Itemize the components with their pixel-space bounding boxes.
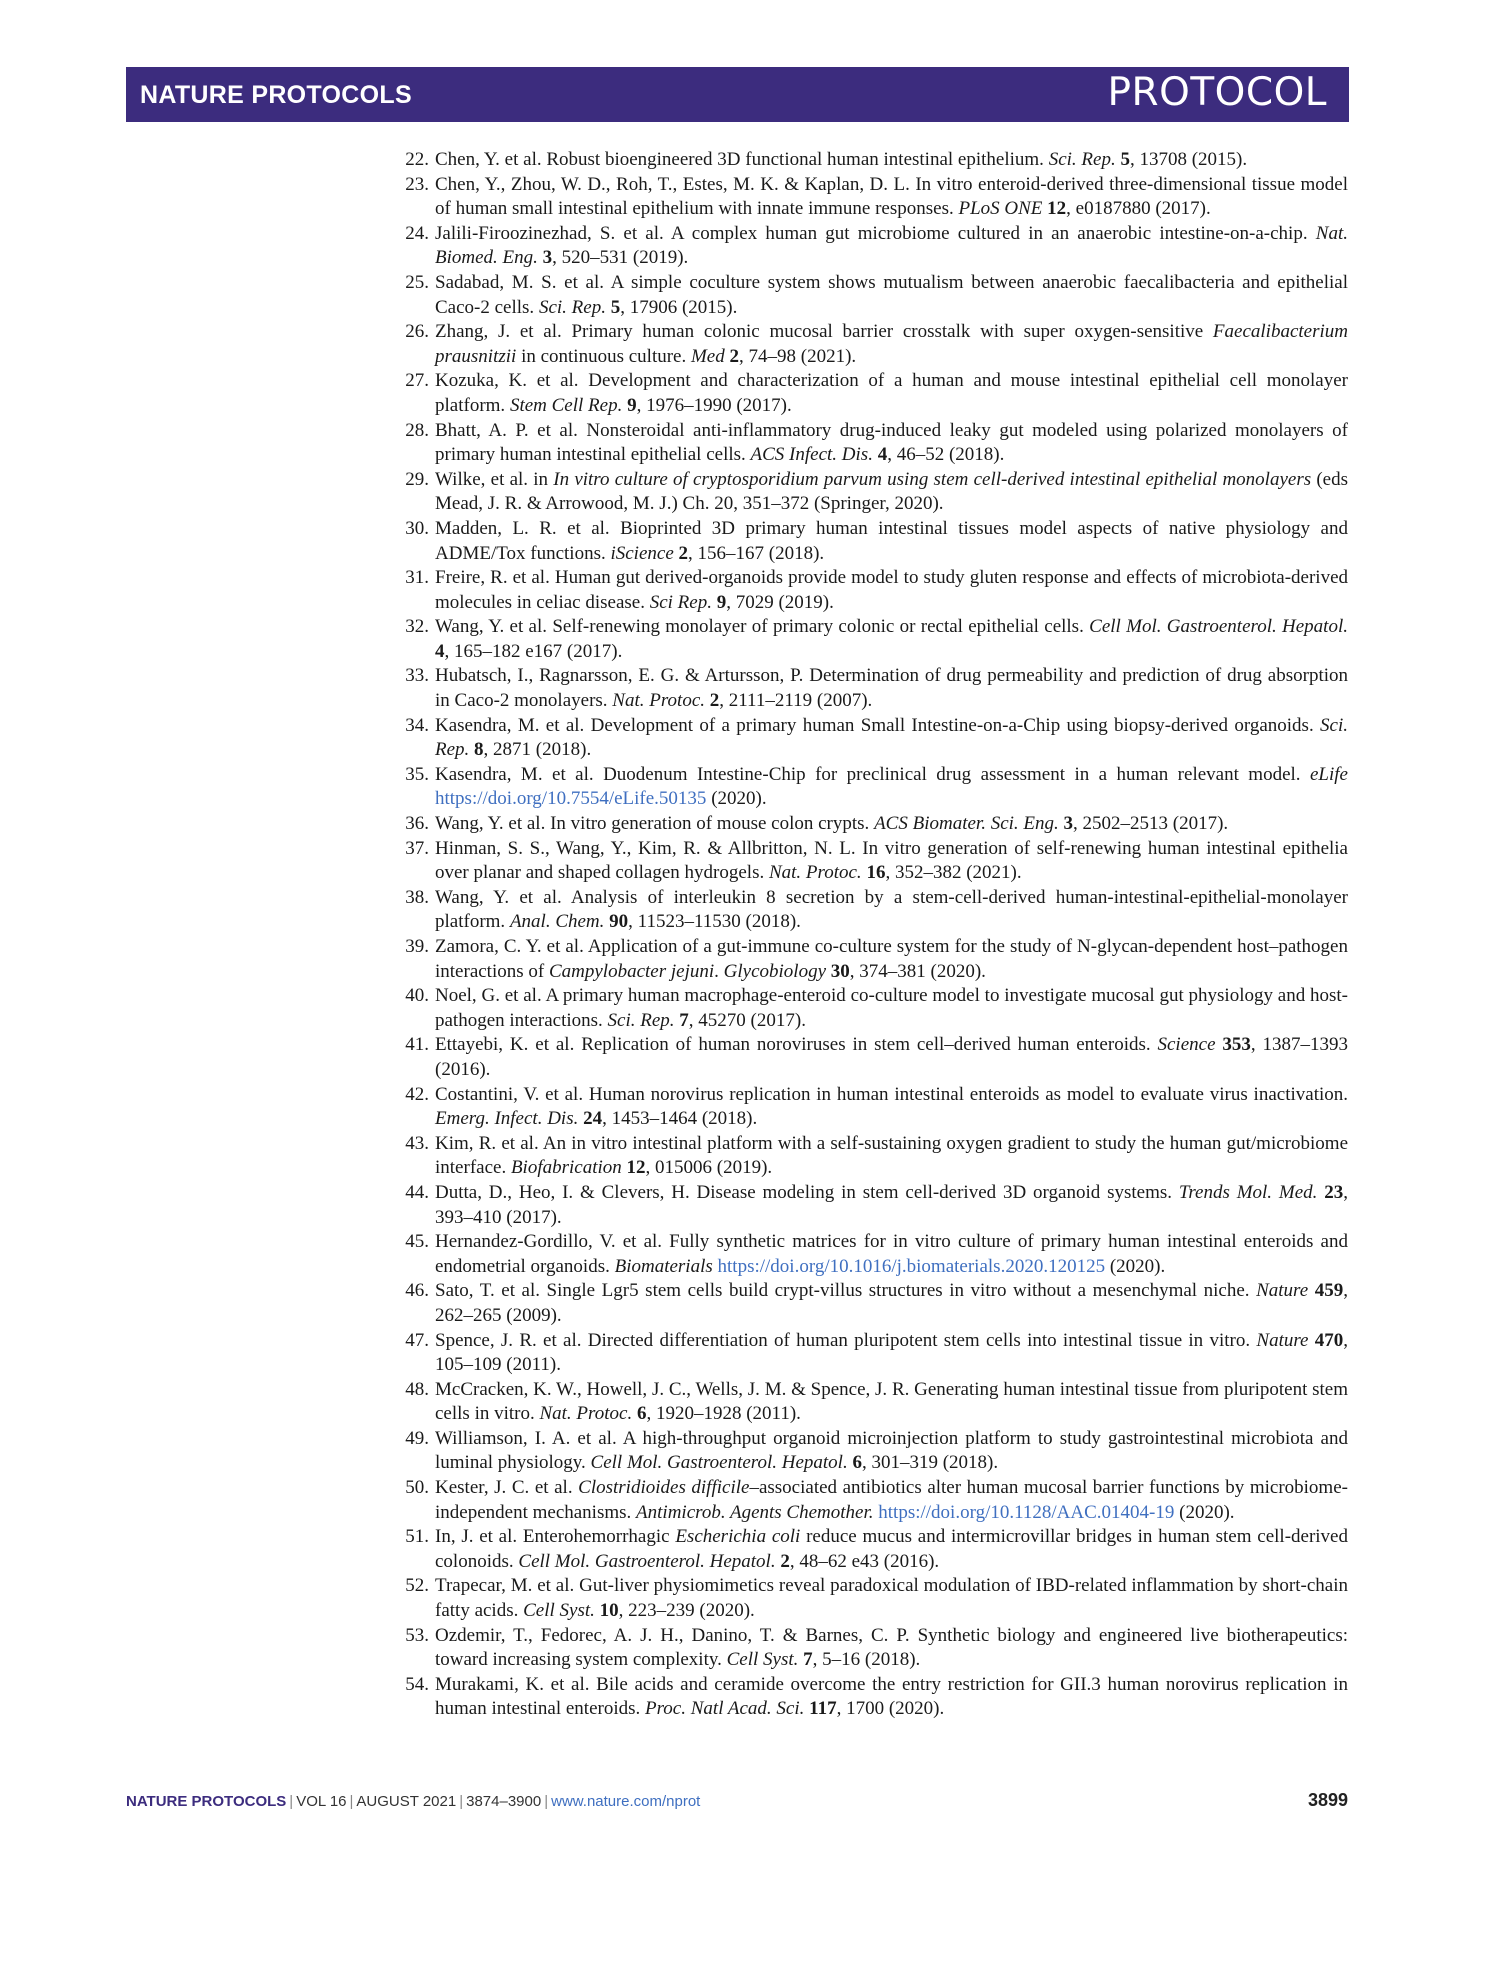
reference-segment: Kester, J. C. et al. [435,1477,579,1499]
reference-segment: , 156–167 (2018). [688,542,825,564]
reference-text [435,764,1348,810]
reference-item [395,984,1348,1033]
reference-item [395,271,1348,320]
reference-segment: Madden, L. R. et al. Bioprinted 3D primary human intestinal tissues model aspects of native physiology and ADME/Tox functions. [435,517,1348,564]
reference-number: 35. [405,763,429,785]
reference-text [435,420,1348,466]
reference-number: 52. [405,1575,429,1597]
reference-segment: , 2871 (2018). [483,739,592,761]
reference-segment: , 262–265 (2009). [435,1280,1349,1326]
footer-pages: 3874–3900 [466,1793,542,1810]
reference-list [395,148,1348,1722]
reference-text [435,1625,1348,1671]
reference-number: 31. [405,567,429,589]
reference-number: 53. [405,1624,429,1646]
reference-italic: Sci. Rep. [607,1009,675,1031]
reference-text [435,1133,1348,1179]
reference-item [395,1673,1348,1722]
reference-italic: Nat. Protoc. [612,690,706,712]
reference-text [435,469,1348,515]
reference-item [395,1083,1348,1132]
reference-text [435,149,1247,170]
reference-segment: Hinman, S. S., Wang, Y., Kim, R. & Allbritton, N. L. In vitro generation of self-renewing human intestinal epithelia over planar and shaped collagen hydrogels. [435,837,1348,884]
reference-item [395,763,1348,812]
reference-segment: Freire, R. et al. Human gut derived-organoids provide model to study gluten response and effects of microbiota-derived molecules in celiac disease. [435,567,1348,613]
reference-italic: Stem Cell Rep. [509,394,623,416]
reference-volume: 24 [583,1108,603,1130]
reference-segment: Chen, Y., Zhou, W. D., Roh, T., Estes, M. K. & Kaplan, D. L. In vitro enteroid-derived three-dimensional tissue model of human small intestinal epithelium with innate immune responses. [435,173,1348,220]
reference-italic: Nat. Protoc. [768,862,862,884]
reference-italic: ACS Infect. Dis. [750,444,873,466]
reference-segment: Sadabad, M. S. et al. A simple coculture system shows mutualism between anaerobic faecalibacteria and epithelial Caco-2 cells. [435,271,1348,318]
reference-segment: Wang, Y. et al. Self-renewing monolayer of primary colonic or rectal epithelial cells. [435,616,1090,638]
reference-text [435,985,1348,1031]
reference-item [395,173,1348,222]
reference-italic: Trends Mol. Med. [1178,1181,1318,1203]
reference-segment: , 7029 (2019). [726,591,834,613]
reference-volume: 12 [626,1157,646,1179]
reference-volume: 2 [729,345,739,367]
reference-text [435,518,1348,564]
reference-italic: Faecalibacterium prausnitzii [435,321,1348,367]
reference-text [435,1182,1348,1228]
reference-italic: Sci. Rep. [435,714,1348,761]
reference-segment: , 520–531 (2019). [552,247,689,269]
reference-number: 49. [405,1427,429,1449]
reference-segment: Jalili-Firoozinezhad, S. et al. A complex human gut microbiome cultured in an anaerobic intestine-on-a-chip. [435,222,1316,244]
footer-volume: VOL 16 [296,1793,347,1810]
reference-item [395,320,1348,369]
reference-item [395,886,1348,935]
reference-number: 28. [405,419,429,441]
reference-text [435,715,1348,761]
reference-text [435,1231,1348,1277]
reference-number: 42. [405,1083,429,1105]
reference-number: 25. [405,271,429,293]
reference-italic: Biomaterials [614,1255,713,1277]
reference-segment: Wilke, et al. in [435,468,554,490]
reference-segment: , 223–239 (2020). [618,1600,755,1622]
reference-segment: Costantini, V. et al. Human norovirus replication in human intestinal enteroids as model to evaluate virus inactivation. [435,1083,1348,1105]
reference-italic: PLoS ONE [958,198,1043,220]
reference-number: 47. [405,1329,429,1351]
reference-italic: Science [1157,1034,1216,1056]
reference-segment: , 13708 (2015). [1129,149,1248,170]
reference-italic: In vitro culture of cryptosporidium parvum using stem cell-derived intestinal epithelial monolayers [553,468,1312,490]
reference-volume: 16 [866,862,886,884]
reference-italic: Med [690,345,725,367]
reference-number: 51. [405,1526,429,1548]
reference-text [435,1428,1348,1474]
doi-link[interactable]: https://doi.org/10.7554/eLife.50135 [435,788,707,810]
reference-number: 43. [405,1132,429,1154]
reference-text [435,567,1348,613]
reference-segment: Ettayebi, K. et al. Replication of human noroviruses in stem cell–derived human enteroids. [435,1034,1158,1056]
reference-volume: 30 [830,960,850,982]
journal-name: NATURE PROTOCOLS [140,81,412,109]
reference-text [435,616,1348,662]
journal-header-bar [126,67,1349,122]
reference-segment: Spence, J. R. et al. Directed differentiation of human pluripotent stem cells into intestinal tissue in vitro. [435,1329,1257,1351]
reference-segment: Williamson, I. A. et al. A high-throughput organoid microinjection platform to study gastrointestinal microbiota and luminal physiology. [435,1427,1348,1474]
reference-segment: Kasendra, M. et al. Duodenum Intestine-Chip for preclinical drug assessment in a human relevant model. [435,763,1310,785]
reference-italic: Sci Rep. [649,591,712,613]
reference-text [435,174,1348,220]
reference-text [435,1084,1348,1130]
reference-segment: , 015006 (2019). [645,1157,773,1179]
reference-item [395,714,1348,763]
reference-item [395,935,1348,984]
reference-segment: (eds Mead, J. R. & Arrowood, M. J.) Ch. 20, 351–372 (Springer, 2020). [435,468,1349,515]
reference-italic: Nature [1256,1280,1309,1302]
reference-text [435,370,1348,416]
reference-segment: . [714,960,724,982]
reference-item [395,1427,1348,1476]
reference-number: 41. [405,1034,429,1056]
reference-text [435,1526,1348,1572]
reference-segment: , 1976–1990 (2017). [636,394,792,416]
reference-segment: , 48–62 e43 (2016). [789,1550,940,1572]
reference-segment: , 393–410 (2017). [435,1181,1348,1228]
reference-number: 40. [405,985,429,1007]
reference-item [395,369,1348,418]
reference-number: 27. [405,370,429,392]
reference-item [395,148,1348,173]
reference-segment: McCracken, K. W., Howell, J. C., Wells, J. M. & Spence, J. R. Generating human intestinal tissue from pluripotent stem cells in vitro. [435,1378,1348,1425]
doi-link[interactable]: https://doi.org/10.1016/j.biomaterials.2020.120125 [717,1255,1106,1277]
reference-segment: , 1920–1928 (2011). [646,1403,801,1425]
reference-segment: Sato, T. et al. Single Lgr5 stem cells build crypt-villus structures in vitro without a mesenchymal niche. [435,1280,1257,1302]
reference-volume: 353 [1222,1034,1251,1056]
reference-segment: Trapecar, M. et al. Gut-liver physiomimetics reveal paradoxical modulation of IBD-related inflammation by short-chain fatty acids. [435,1575,1348,1622]
reference-segment: Hubatsch, I., Ragnarsson, E. G. & Artursson, P. Determination of drug permeability and prediction of drug absorption in Caco-2 monolayers. [435,665,1348,712]
reference-segment: , 301–319 (2018). [861,1452,999,1474]
reference-volume: 9 [716,591,727,613]
footer-journal: NATURE PROTOCOLS [126,1793,287,1810]
reference-italic: Biofabrication [510,1157,622,1179]
reference-volume: 117 [809,1698,837,1720]
reference-number: 33. [405,665,429,687]
reference-italic: Cell Mol. Gastroenterol. Hepatol. [1089,616,1348,638]
reference-item [395,664,1348,713]
reference-segment: –associated antibiotics alter human mucosal barrier functions by microbiome-independent mechanisms. [435,1477,1348,1523]
reference-italic: Emerg. Infect. Dis. [435,1108,579,1130]
reference-volume: 9 [627,394,637,416]
reference-volume: 90 [609,911,629,933]
reference-segment: (2020). [1105,1255,1166,1277]
reference-volume: 5 [1120,149,1130,170]
reference-segment: , 74–98 (2021). [739,345,857,367]
reference-italic: Cell Syst. [523,1600,595,1622]
reference-number: 34. [405,714,429,736]
reference-italic: Cell Mol. Gastroenterol. Hepatol. [590,1452,848,1474]
reference-segment [1308,1280,1315,1301]
reference-segment: Bhatt, A. P. et al. Nonsteroidal anti-inflammatory drug-induced leaky gut modeled using polarized monolayers of primary human intestinal epithelial cells. [435,419,1348,466]
reference-segment: Hernandez-Gordillo, V. et al. Fully synthetic matrices for in vitro culture of primary human intestinal enteroids and endometrial organoids. [435,1231,1348,1277]
reference-number: 54. [405,1673,429,1695]
reference-volume: 4 [877,444,888,466]
reference-segment: Zhang, J. et al. Primary human colonic mucosal barrier crosstalk with super oxygen-sensitive [435,321,1213,343]
reference-segment: , 17906 (2015). [620,296,738,318]
reference-italic: Sci. Rep. [1048,149,1116,170]
reference-italic: Campylobacter jejuni [548,960,715,982]
reference-item [395,468,1348,517]
reference-segment: reduce mucus and intermicrovillar bridges in human stem cell-derived colonoids. [435,1526,1348,1572]
reference-segment: , 2111–2119 (2007). [719,690,873,712]
reference-volume: 12 [1047,198,1067,220]
reference-italic: Cell Syst. [726,1649,799,1671]
reference-item [395,812,1348,837]
reference-volume: 23 [1324,1181,1344,1203]
reference-item [395,837,1348,886]
reference-volume: 7 [803,1649,813,1671]
reference-italic: eLife [1310,763,1348,785]
reference-segment: Murakami, K. et al. Bile acids and ceramide overcome the entry restriction for GII.3 human norovirus replication in human intestinal enteroids. [435,1673,1348,1720]
reference-segment: Kozuka, K. et al. Development and characterization of a human and mouse intestinal epithelial cell monolayer platform. [435,370,1348,416]
reference-italic: Antimicrob. Agents Chemother. [636,1501,874,1523]
doi-link[interactable]: https://doi.org/10.1128/AAC.01404-19 [878,1501,1175,1523]
reference-item [395,1132,1348,1181]
reference-segment: Noel, G. et al. A primary human macrophage-enteroid co-culture model to investigate mucosal gut physiology and host-pathogen interactions. [435,985,1348,1031]
reference-segment: Kim, R. et al. An in vitro intestinal platform with a self-sustaining oxygen gradient to study the human gut/microbiome interface. [435,1132,1348,1179]
reference-italic: Sci. Rep. [538,296,606,318]
reference-segment: in continuous culture. [516,345,691,367]
reference-number: 50. [405,1477,429,1499]
reference-segment: Wang, Y. et al. In vitro generation of mouse colon crypts. [435,813,875,835]
reference-segment: , 1700 (2020). [836,1698,945,1720]
footer-issue: AUGUST 2021 [356,1793,457,1810]
reference-item [395,615,1348,664]
reference-number: 24. [405,222,429,244]
reference-volume: 6 [636,1403,647,1425]
reference-item [395,222,1348,271]
reference-volume: 6 [852,1452,862,1474]
footer-url-link[interactable]: www.nature.com/nprot [551,1793,701,1810]
reference-segment: Chen, Y. et al. Robust bioengineered 3D functional human intestinal epithelium. [435,149,1049,170]
reference-text [435,1575,1348,1621]
reference-item [395,1033,1348,1082]
reference-segment: , 105–109 (2011). [435,1329,1348,1376]
reference-italic: Escherichia coli [675,1526,801,1548]
reference-number: 45. [405,1231,429,1253]
reference-italic: Glycobiology [723,960,826,982]
reference-segment: , 1387–1393 (2016). [435,1034,1349,1080]
reference-text [435,1034,1348,1080]
reference-number: 30. [405,517,429,539]
reference-item [395,1624,1348,1673]
reference-text [435,1379,1348,1425]
reference-item [395,419,1348,468]
reference-volume: 10 [599,1600,619,1622]
reference-volume: 5 [610,296,621,318]
reference-segment: (2020). [706,788,767,810]
reference-number: 32. [405,616,429,638]
reference-number: 23. [405,173,429,195]
reference-item [395,517,1348,566]
reference-number: 22. [405,149,429,170]
reference-item [395,1476,1348,1525]
reference-volume: 7 [679,1009,689,1031]
reference-volume: 3 [1063,813,1074,835]
reference-italic: iScience [610,542,674,564]
reference-number: 48. [405,1378,429,1400]
reference-italic: Nature [1256,1329,1309,1351]
page-number: 3899 [1307,1790,1348,1810]
reference-segment: , 45270 (2017). [688,1009,806,1031]
reference-text [435,272,1348,318]
reference-segment: (2020). [1174,1501,1235,1523]
reference-number: 46. [405,1280,429,1302]
reference-segment: Wang, Y. et al. Analysis of interleukin 8 secretion by a stem-cell-derived human-intestinal-epithelial-monolayer platform. [435,886,1348,933]
reference-number: 38. [405,886,429,908]
reference-segment: , 352–382 (2021). [885,862,1022,884]
reference-number: 44. [405,1181,429,1203]
reference-text [435,813,1228,834]
reference-volume: 4 [435,640,445,662]
reference-text [435,1280,1348,1326]
reference-italic: ACS Biomater. Sci. Eng. [874,813,1059,835]
article-type: PROTOCOL [1107,70,1327,115]
reference-volume: 3 [542,247,553,269]
reference-item [395,1574,1348,1623]
reference-segment: Ozdemir, T., Fedorec, A. J. H., Danino, T. & Barnes, C. P. Synthetic biology and engineered live biotherapeutics: toward increasing system complexity. [435,1624,1348,1671]
reference-segment: , 11523–11530 (2018). [628,911,801,933]
reference-item [395,1181,1348,1230]
reference-text [435,936,1348,982]
reference-item [395,566,1348,615]
reference-volume: 2 [780,1550,790,1572]
reference-italic: Clostridioides difficile [578,1477,750,1499]
reference-text [435,1477,1348,1523]
reference-item [395,1329,1348,1378]
reference-number: 37. [405,837,429,859]
reference-number: 39. [405,936,429,957]
reference-text [435,321,1348,367]
reference-text [435,1674,1348,1720]
reference-item [395,1378,1348,1427]
reference-number: 29. [405,468,429,490]
reference-segment: Zamora, C. Y. et al. Application of a gut-immune co-culture system for the study of N-glycan-dependent host–pathogen interactions of [435,936,1348,982]
reference-italic: Cell Mol. Gastroenterol. Hepatol. [518,1550,776,1572]
reference-item [395,1230,1348,1279]
reference-volume: 2 [709,690,720,712]
reference-segment: , 46–52 (2018). [887,444,1005,466]
reference-item [395,1525,1348,1574]
reference-segment: , 374–381 (2020). [849,960,986,982]
reference-text [435,1330,1348,1376]
footer-citation: NATURE PROTOCOLS | VOL 16 | AUGUST 2021 | 3874–3900 | www.nature.com/nprot [126,1793,701,1810]
reference-text [435,887,1348,933]
reference-segment: , e0187880 (2017). [1066,198,1211,220]
reference-segment: Dutta, D., Heo, I. & Clevers, H. Disease modeling in stem cell-derived 3D organoid systems. [435,1181,1179,1203]
reference-segment: , 1453–1464 (2018). [602,1108,758,1130]
reference-volume: 470 [1314,1329,1344,1351]
reference-volume: 2 [678,542,689,564]
reference-segment: , 165–182 e167 (2017). [444,640,623,662]
reference-italic: Anal. Chem. [509,911,605,933]
reference-item [395,1279,1348,1328]
reference-volume: 459 [1314,1280,1344,1302]
reference-segment: Kasendra, M. et al. Development of a primary human Small Intestine-on-a-Chip using biopsy-derived organoids. [435,714,1321,736]
reference-number: 36. [405,813,429,835]
reference-text [435,665,1348,711]
reference-text [435,838,1348,884]
reference-number: 26. [405,321,429,343]
reference-segment: , 5–16 (2018). [812,1649,921,1671]
reference-segment: , 2502–2513 (2017). [1073,813,1229,835]
reference-italic: Proc. Natl Acad. Sci. [645,1698,805,1720]
reference-text [435,223,1348,269]
reference-italic: Nat. Protoc. [539,1403,633,1425]
reference-segment: In, J. et al. Enterohemorrhagic [435,1526,676,1548]
reference-volume: 8 [474,739,484,761]
reference-italic: Nat. Biomed. Eng. [435,222,1348,269]
